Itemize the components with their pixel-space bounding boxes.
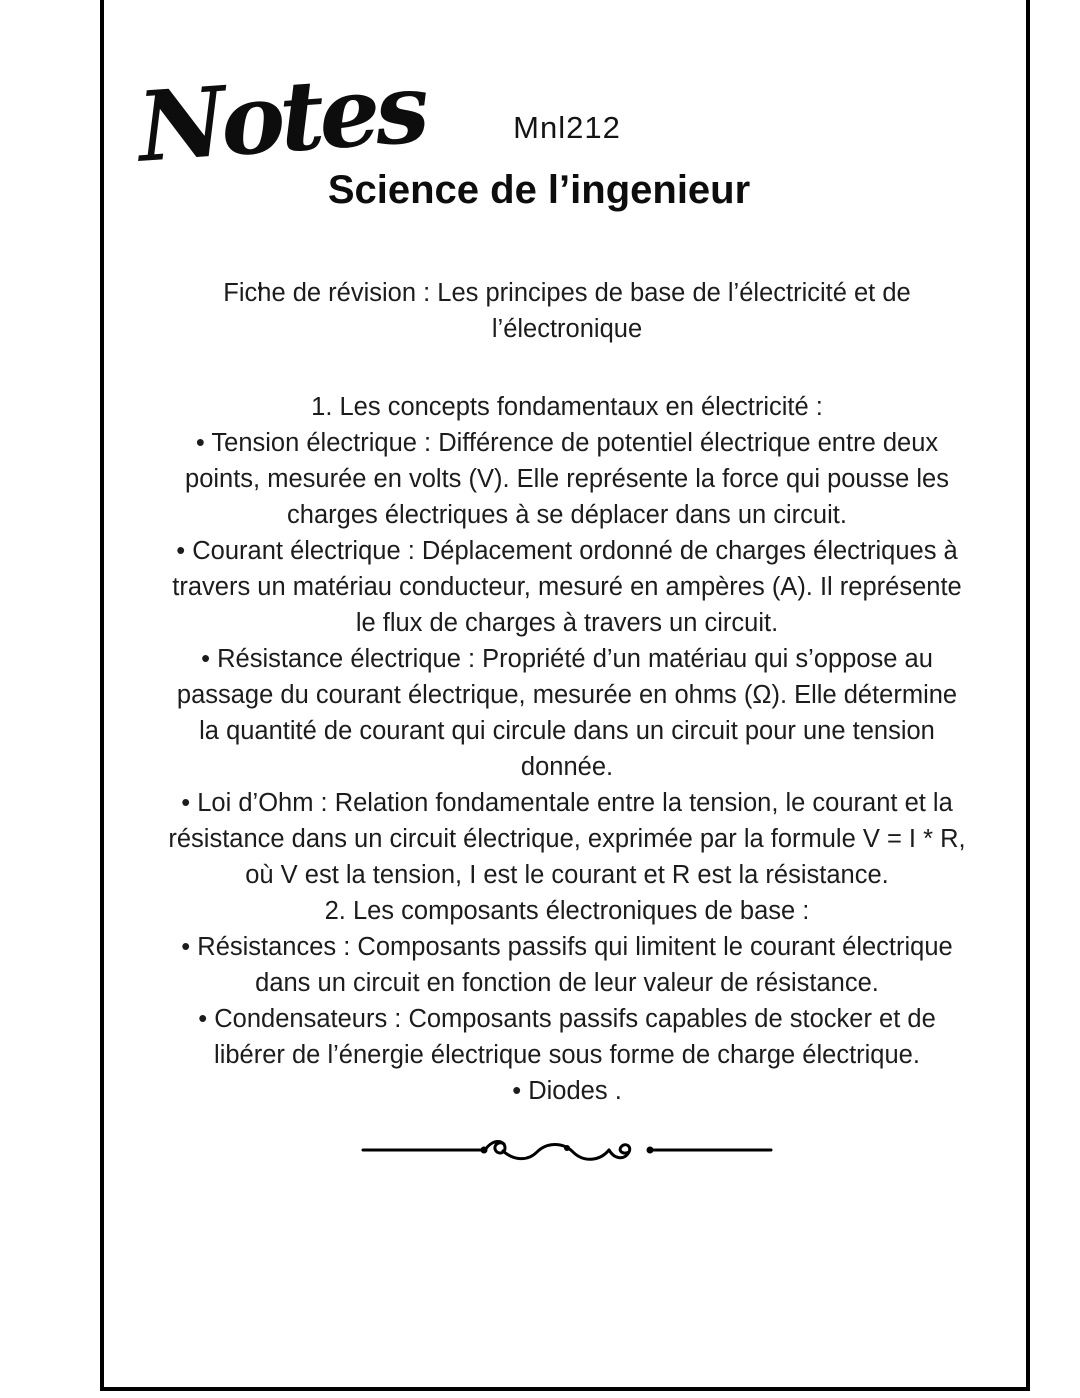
bullet-courant: • Courant électrique : Déplacement ordonné de charges électriques à travers un matériau conducteur, mesuré en ampères (A). Il représente le flux de charges à travers un circuit. xyxy=(172,537,962,637)
section-heading: 2. Les composants électroniques de base : xyxy=(324,897,810,925)
bullet-condensateurs: • Condensateurs : Composants passifs capables de stocker et de libérer de l’énergie électrique sous forme de charge électrique. xyxy=(198,1005,936,1069)
bullet-diodes: • Diodes . xyxy=(512,1077,622,1105)
page-content xyxy=(104,0,1030,1170)
flourish-divider-icon xyxy=(104,1135,1030,1170)
notes-script-logo: Notes xyxy=(134,51,428,184)
bullet-tension: • Tension électrique : Différence de potentiel électrique entre deux points, mesurée en volts (V). Elle représente la force qui pousse les charges électriques à se déplacer dans un circuit. xyxy=(185,429,949,529)
bullet-loi-ohm: • Loi d’Ohm : Relation fondamentale entre la tension, le courant et la résistance dans un circuit électrique, exprimée par la formule V = I * R, où V est la tension, I est le courant et R est la résistance. xyxy=(168,789,966,889)
section-concepts xyxy=(167,389,967,893)
course-code: Mnl212 xyxy=(513,110,621,145)
bullet-resistance: • Résistance électrique : Propriété d’un matériau qui s’oppose au passage du courant électrique, mesurée en ohms (Ω). Elle détermine la quantité de courant qui circule dans un circuit pour une tension donnée. xyxy=(176,645,958,781)
bullet-resistances: • Résistances : Composants passifs qui limitent le courant électrique dans un circuit en fonction de leur valeur de résistance. xyxy=(181,933,953,997)
section-heading: 1. Les concepts fondamentaux en électricité : xyxy=(311,393,823,421)
page-title: Science de l’ingenieur xyxy=(327,168,751,212)
section-composants xyxy=(167,893,967,1109)
revision-sheet-subtitle: Fiche de révision : Les principes de base de l’électricité et de l’électronique xyxy=(223,279,911,343)
